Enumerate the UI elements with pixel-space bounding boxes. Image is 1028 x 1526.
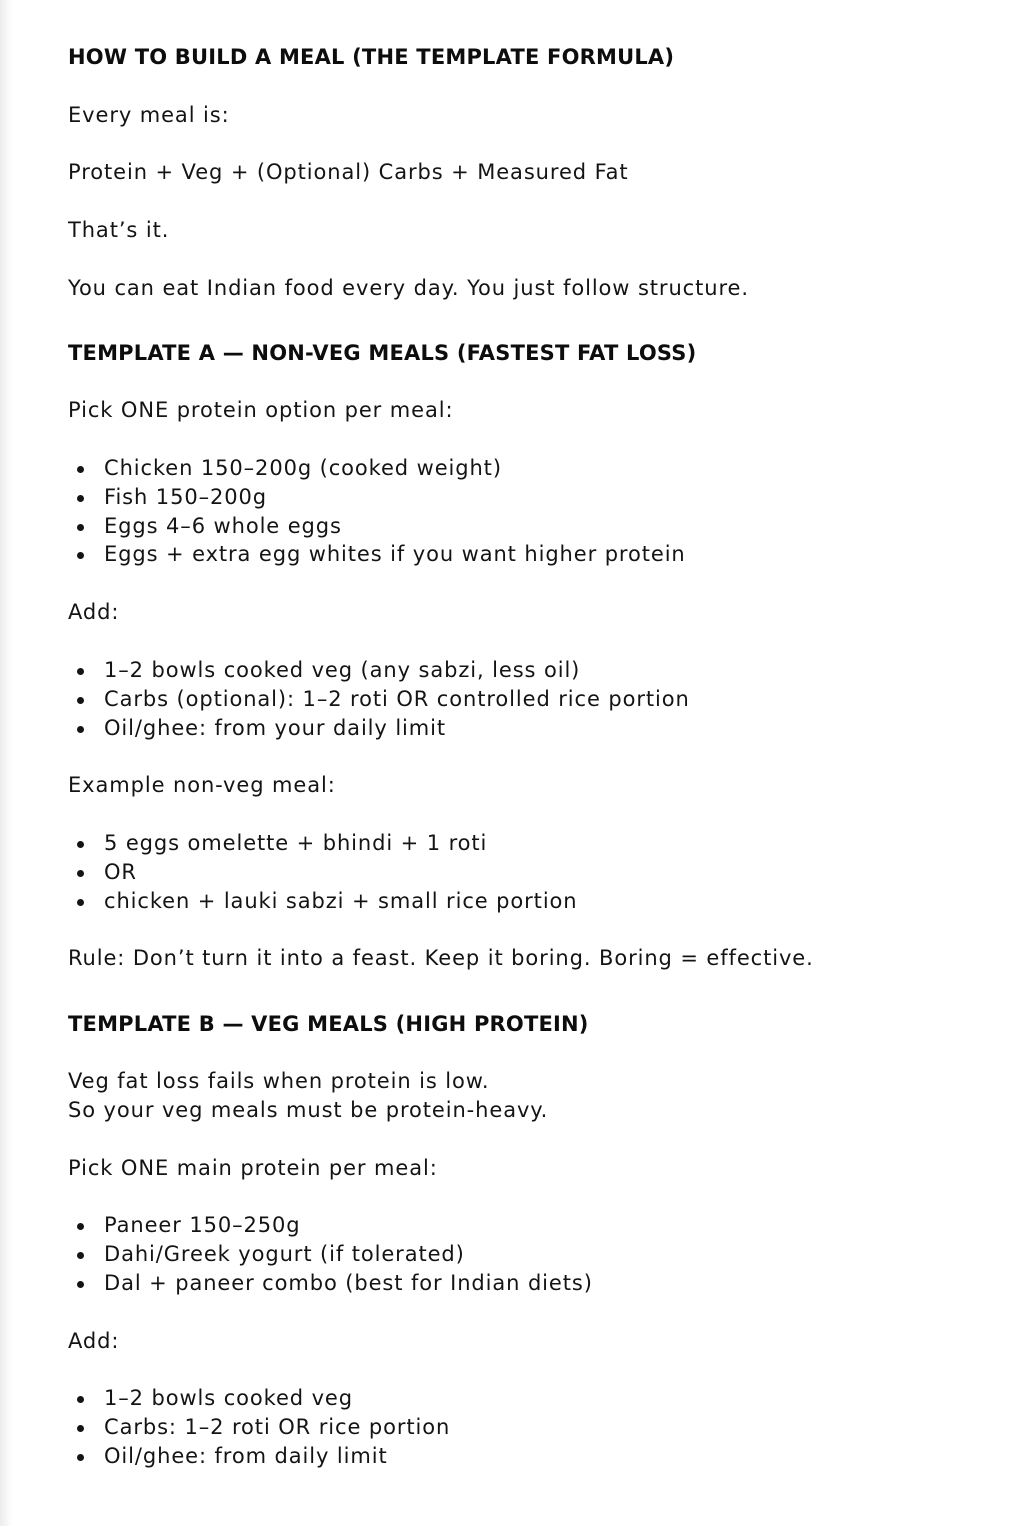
list-item: chicken + lauki sabzi + small rice portion <box>68 887 578 916</box>
template-a-pick-label: Pick ONE protein option per meal: <box>68 398 454 422</box>
list-item: 1–2 bowls cooked veg (any sabzi, less oil) <box>68 656 690 685</box>
template-b-add-label: Add: <box>68 1329 120 1353</box>
list-item: Carbs (optional): 1–2 roti OR controlled rice portion <box>68 685 690 714</box>
section-heading-template-b: TEMPLATE B — VEG MEALS (HIGH PROTEIN) <box>68 1012 589 1036</box>
list-item: Oil/ghee: from your daily limit <box>68 714 690 743</box>
template-a-example-list <box>68 829 578 915</box>
list-item: Chicken 150–200g (cooked weight) <box>68 454 686 483</box>
list-item: Paneer 150–250g <box>68 1211 593 1240</box>
list-item: Eggs + extra egg whites if you want higher protein <box>68 540 686 569</box>
template-b-add-list <box>68 1384 450 1470</box>
list-item: Oil/ghee: from daily limit <box>68 1442 450 1471</box>
list-item: Dal + paneer combo (best for Indian diets) <box>68 1269 593 1298</box>
list-item: Carbs: 1–2 roti OR rice portion <box>68 1413 450 1442</box>
template-a-rule: Rule: Don’t turn it into a feast. Keep it boring. Boring = effective. <box>68 946 814 970</box>
list-item: Fish 150–200g <box>68 483 686 512</box>
list-item: OR <box>68 858 578 887</box>
template-b-intro-line-2: So your veg meals must be protein-heavy. <box>68 1098 549 1122</box>
list-item: Eggs 4–6 whole eggs <box>68 512 686 541</box>
template-b-protein-list <box>68 1211 593 1297</box>
intro-lead: Every meal is: <box>68 103 230 127</box>
section-heading-template-a: TEMPLATE A — NON-VEG MEALS (FASTEST FAT LOSS) <box>68 341 697 365</box>
list-item: 5 eggs omelette + bhindi + 1 roti <box>68 829 578 858</box>
template-a-protein-list <box>68 454 686 569</box>
template-a-example-label: Example non-veg meal: <box>68 773 336 797</box>
list-item: Dahi/Greek yogurt (if tolerated) <box>68 1240 593 1269</box>
section-heading-meal-formula: HOW TO BUILD A MEAL (THE TEMPLATE FORMULA) <box>68 45 675 69</box>
template-b-pick-label: Pick ONE main protein per meal: <box>68 1156 438 1180</box>
thats-it-line: That’s it. <box>68 218 170 242</box>
meal-formula: Protein + Veg + (Optional) Carbs + Measured Fat <box>68 160 629 184</box>
template-a-add-label: Add: <box>68 600 120 624</box>
template-a-add-list <box>68 656 690 742</box>
page-left-shadow <box>0 0 12 1526</box>
template-b-intro-line-1: Veg fat loss fails when protein is low. <box>68 1069 490 1093</box>
intro-note: You can eat Indian food every day. You just follow structure. <box>68 276 749 300</box>
list-item: 1–2 bowls cooked veg <box>68 1384 450 1413</box>
